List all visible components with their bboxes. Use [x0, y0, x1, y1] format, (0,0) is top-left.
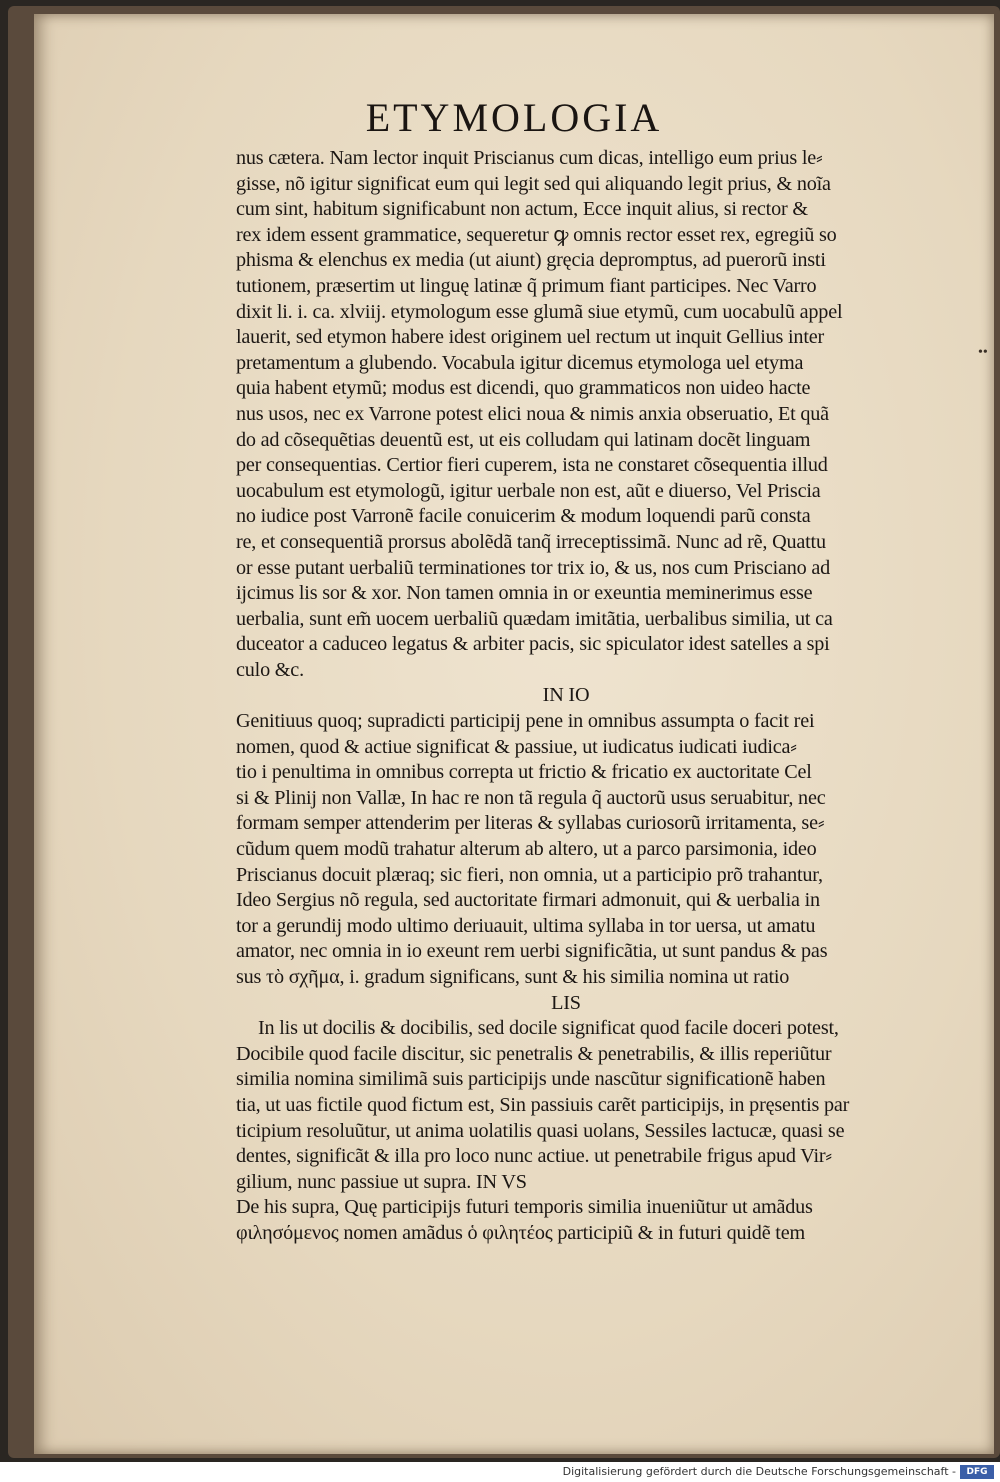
- text-line: Priscianus docuit plæraq; sic fieri, non omnia, ut a participio prõ trahantur,: [236, 863, 823, 886]
- text-line: formam semper attenderim per literas & syllabas curiosorũ irritamenta, se⸗: [236, 812, 825, 835]
- text-line: sus τὸ σχῆμα, i. gradum significans, sunt & his similia nomina ut ratio: [236, 966, 790, 988]
- text-line: ticipium resoluũtur, ut anima uolatilis quasi uolans, Sessiles lactucæ, quasi se: [236, 1119, 845, 1142]
- text-line: tor a gerundij modo ultimo deriuauit, ultima syllaba in tor uersa, ut amatu: [236, 914, 816, 937]
- text-line: per consequentias. Certior fieri cuperem, ista ne constaret cõsequentia illud: [236, 454, 828, 477]
- book-page: [34, 14, 994, 1454]
- text-line: tio i penultima in omnibus correpta ut frictio & fricatio ex auctoritate Cel: [236, 761, 812, 784]
- text-line: Docibile quod facile discitur, sic penetralis & penetrabilis, & illis reperiũtur: [236, 1042, 832, 1065]
- section-heading: LIS: [551, 991, 581, 1014]
- text-line: cũdum quem modũ trahatur alterum ab altero, ut a parco parsimonia, ideo: [236, 838, 817, 861]
- text-line: nus usos, nec ex Varrone potest elici noua & nimis anxia obseruatio, Et quã: [236, 402, 829, 425]
- dfg-logo[interactable]: DFG: [960, 1465, 994, 1479]
- text-line: re, et consequentiã prorsus abolẽdã tanq̃ irreceptissimã. Nunc ad rẽ, Quattu: [236, 530, 826, 553]
- text-line: nus cætera. Nam lector inquit Priscianus cum dicas, intelligo eum prius le⸗: [236, 147, 823, 169]
- text-line: duceator a caduceo legatus & arbiter pacis, sic spiculator idest satelles a spi: [236, 633, 830, 656]
- text-line: dentes, significãt & illa pro loco nunc actiue. ut penetrabile frigus apud Vir⸗: [236, 1145, 832, 1168]
- text-line: uocabulum est etymologũ, igitur uerbale non est, aũt e diuerso, Vel Priscia: [236, 479, 821, 502]
- text-line: gilium, nunc passiue ut supra. IN VS: [236, 1170, 527, 1193]
- section-heading: IN IO: [542, 684, 590, 707]
- text-line: similia nomina similimã suis participijs unde nascũtur significationẽ haben: [236, 1068, 826, 1091]
- text-line: dixit li. i. ca. xlviij. etymologum esse glumã siue etymũ, cum uocabulũ appel: [236, 300, 843, 323]
- text-line: or esse putant uerbaliũ terminationes tor trix io, & us, nos cum Prisciano ad: [236, 556, 831, 579]
- text-line: si & Plinij non Vallæ, In hac re non tã regula q̃ auctorũ usus seruabitur, nec: [236, 786, 826, 809]
- text-line: culo &c.: [236, 658, 304, 681]
- text-line: amator, nec omnia in io exeunt rem uerbi significãtia, ut sunt pandus & pas: [236, 940, 828, 963]
- text-line: nomen, quod & actiue significat & passiue, ut iudicatus iudicati iudica⸗: [236, 735, 797, 758]
- margin-mark: ••: [978, 345, 988, 360]
- footer-credit: Digitalisierung gefördert durch die Deutsche Forschungsgemeinschaft -: [562, 1465, 956, 1478]
- text-line: uerbalia, sunt em̃ uocem uerbaliũ quædam imitãtia, uerbalibus similia, ut ca: [236, 607, 833, 630]
- text-line: pretamentum a glubendo. Vocabula igitur dicemus etymologa uel etyma: [236, 351, 804, 374]
- text-line: do ad cõsequẽtias deuentũ est, ut eis colludam qui latinam docẽt linguam: [236, 428, 811, 451]
- footer-bar: [0, 1462, 1000, 1482]
- running-head: ETYMOLOGIA: [365, 95, 663, 140]
- text-line: Genitiuus quoq; supradicti participij pene in omnibus assumpta o facit rei: [236, 710, 815, 733]
- text-line: phisma & elenchus ex media (ut aiunt) gręcia depromptus, ad puerorũ insti: [236, 249, 826, 272]
- text-line: Ideo Sergius nõ regula, sed auctoritate firmari admonuit, qui & uerbalia in: [236, 889, 820, 912]
- text-line: φιλησόμενος nomen amãdus ὁ φιλητέος participiũ & in futuri quidẽ tem: [236, 1221, 805, 1244]
- text-line: tutionem, præsertim ut linguę latinæ q̃ primum fiant participes. Nec Varro: [236, 274, 817, 297]
- text-line: rex idem essent grammatice, sequeretur ꝙ omnis rector esset rex, egregiũ so: [236, 223, 837, 246]
- text-line: no iudice post Varronẽ facile conuicerim & modum loquendi parũ consta: [236, 505, 811, 528]
- text-line: lauerit, sed etymon habere idest originem uel rectum ut inquit Gellius inter: [236, 326, 825, 349]
- text-line: cum sint, habitum significabunt non actum, Ecce inquit alius, si rector &: [236, 198, 808, 221]
- text-line: tia, ut uas fictile quod fictum est, Sin passiuis carẽt participijs, in pręsentis par: [236, 1093, 850, 1116]
- text-line: quia habent etymũ; modus est dicendi, quo grammaticos non uideo hacte: [236, 377, 811, 400]
- text-line: In lis ut docilis & docibilis, sed docile significat quod facile doceri potest,: [258, 1017, 839, 1040]
- text-line: ijcimus lis sor & xor. Non tamen omnia in or exeuntia meminerimus esse: [236, 582, 813, 605]
- text-line: gisse, nõ igitur significat eum qui legit sed qui aliquando legit prius, & noĩa: [236, 172, 831, 195]
- text-line: De his supra, Quę participijs futuri temporis similia inueniũtur ut amãdus: [236, 1196, 813, 1219]
- text-block: [236, 146, 956, 1247]
